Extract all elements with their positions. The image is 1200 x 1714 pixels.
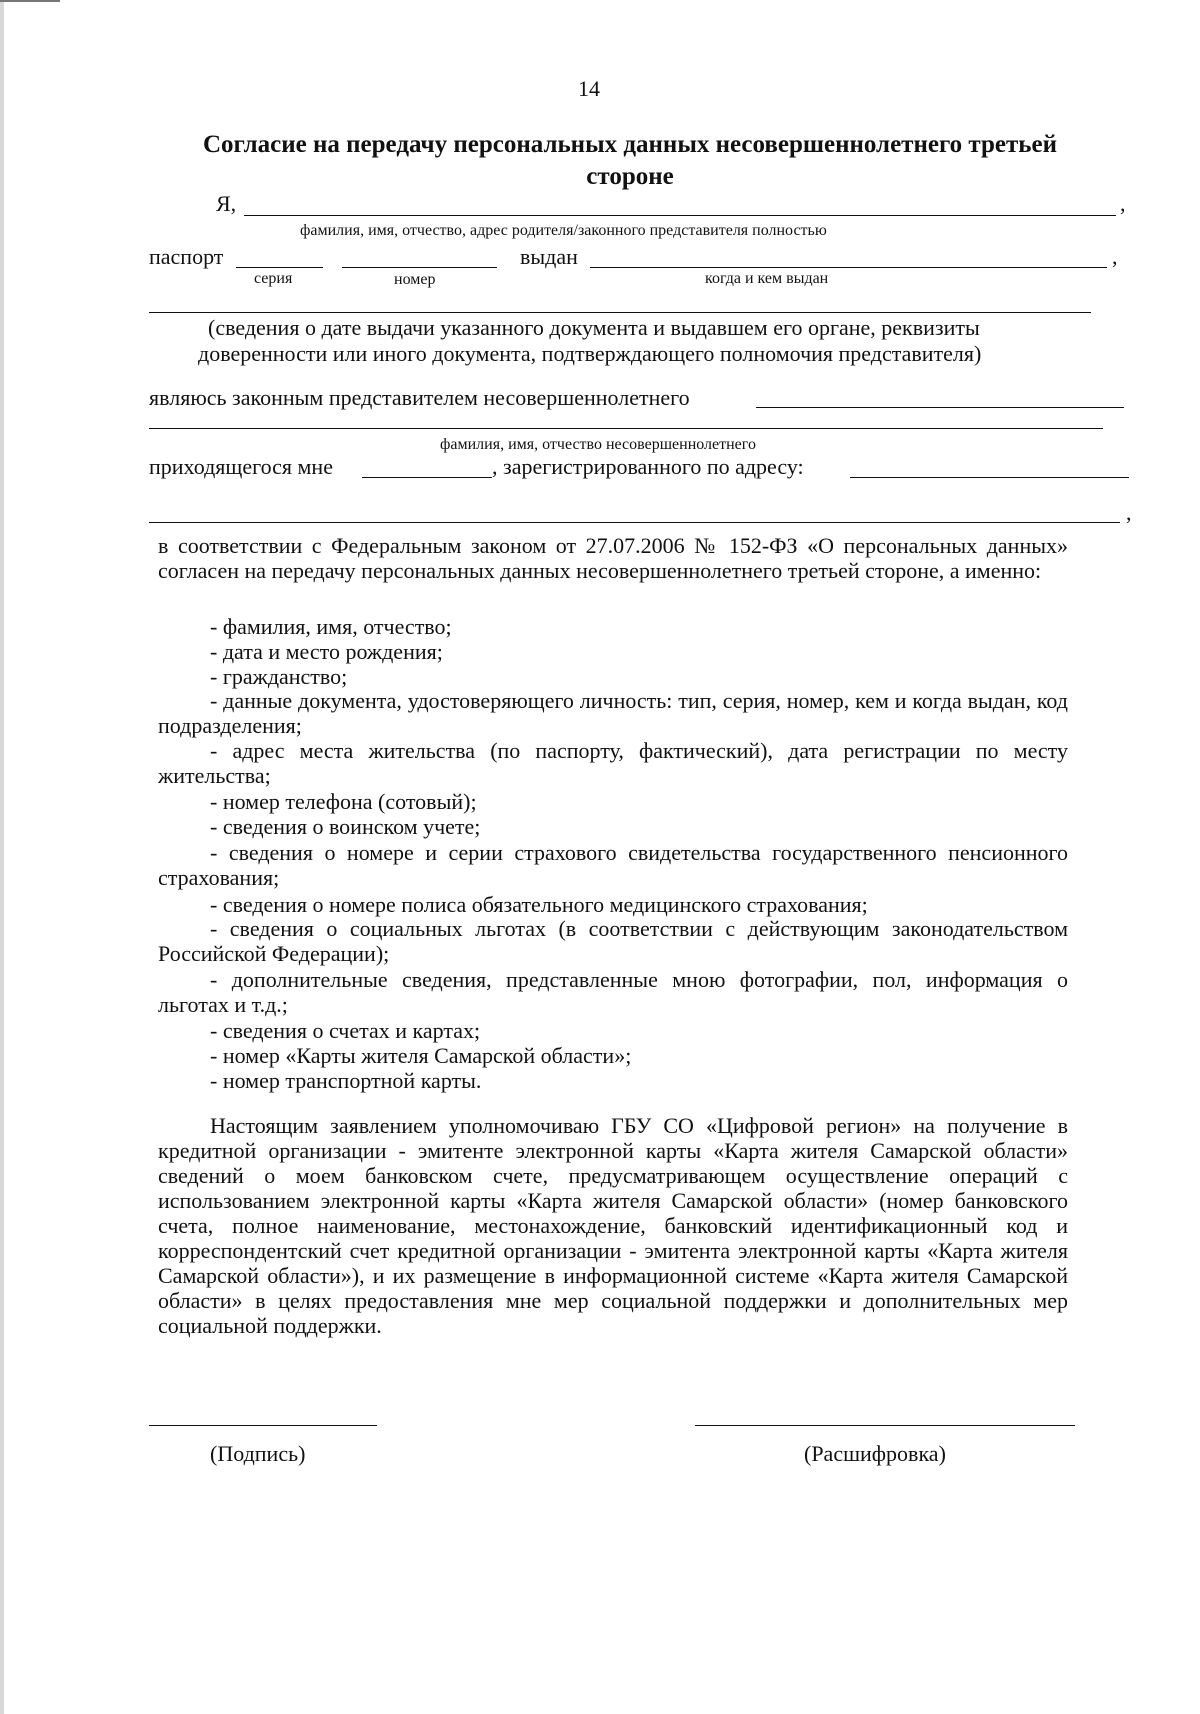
authorization-paragraph: Настоящим заявлением уполномочиваю ГБУ СО «Цифровой регион» на получение в кредитной организации - эмитенте электронной карты «Карта жителя Самарской области» сведений о моем банковском счете, предусматривающем осуществление операций с использованием электронной карты «Карта жителя Самарской области» (номер банковского счета, полное наименование, местонахождение, банковский идентификационный код и корреспондентский счет кредитной организации - эмитента электронной карты «Карта жителя Самарской области»), и их размещение в информационной системе «Карта жителя Самарской области» в целях предоставления мне мер социальной поддержки и дополнительных мер социальной поддержки. xyxy=(158,1113,1068,1338)
list-item: - номер «Карты жителя Самарской области»; xyxy=(210,1043,632,1068)
series-caption: серия xyxy=(254,270,293,287)
document-details-caption-line1: (сведения о дате выдачи указанного документа и выдавшем его органе, реквизиты xyxy=(208,315,980,340)
document-details-field[interactable] xyxy=(149,312,1091,313)
decryption-field[interactable] xyxy=(695,1425,1075,1426)
passport-number-field[interactable] xyxy=(342,267,497,268)
page-number: 14 xyxy=(578,76,600,101)
comma: , xyxy=(1112,244,1118,269)
document-title-line2: стороне xyxy=(586,163,674,190)
minor-name-caption: фамилия, имя, отчество несовершеннолетнего xyxy=(440,436,756,453)
number-caption: номер xyxy=(394,271,436,288)
list-item: - данные документа, удостоверяющего личность: тип, серия, номер, кем и когда выдан, код подразделения; xyxy=(158,688,1068,738)
parent-name-caption: фамилия, имя, отчество, адрес родителя/законного представителя полностью xyxy=(300,222,827,239)
representative-label: являюсь законным представителем несовершеннолетнего xyxy=(149,385,690,410)
document-title-line1: Согласие на передачу персональных данных несовершеннолетнего третьей xyxy=(202,131,1058,158)
consent-intro: в соответствии с Федеральным законом от 27.07.2006 № 152-ФЗ «О персональных данных» согласен на передачу персональных данных несовершеннолетнего третьей стороне, а именно: xyxy=(158,533,1068,583)
minor-name-field-continued[interactable] xyxy=(149,428,1103,429)
passport-series-field[interactable] xyxy=(236,267,323,268)
minor-name-field[interactable] xyxy=(756,407,1124,408)
list-item: - сведения о социальных льготах (в соответствии с действующим законодательством Российской Федерации); xyxy=(158,916,1068,966)
list-item: - дата и место рождения; xyxy=(210,639,443,664)
list-item: - сведения о воинском учете; xyxy=(210,814,481,839)
issued-caption: когда и кем выдан xyxy=(705,270,829,287)
comma: , xyxy=(1126,500,1132,525)
registered-address-field[interactable] xyxy=(850,477,1129,478)
issued-label: выдан xyxy=(520,244,578,269)
list-item: - номер телефона (сотовый); xyxy=(210,789,477,814)
scan-edge xyxy=(0,0,4,1714)
scan-corner-mark xyxy=(0,0,60,2)
relation-field[interactable] xyxy=(362,477,492,478)
decryption-label: (Расшифровка) xyxy=(804,1441,946,1466)
parent-name-field[interactable] xyxy=(244,215,1116,216)
passport-issued-field[interactable] xyxy=(590,267,1107,268)
relation-label: приходящегося мне xyxy=(149,454,333,479)
list-item: - сведения о счетах и картах; xyxy=(210,1018,481,1043)
list-item: - сведения о номере и серии страхового свидетельства государственного пенсионного страхования; xyxy=(158,840,1068,890)
signature-label: (Подпись) xyxy=(210,1441,306,1466)
list-item: - дополнительные сведения, представленные мною фотографии, пол, информация о льготах и т.д.; xyxy=(158,967,1068,1017)
list-item: - адрес места жительства (по паспорту, фактический), дата регистрации по месту жительства; xyxy=(158,738,1068,788)
signature-field[interactable] xyxy=(149,1425,377,1426)
comma: , xyxy=(1120,191,1126,216)
registered-address-field-continued[interactable] xyxy=(149,522,1120,523)
list-item: - гражданство; xyxy=(210,664,348,689)
list-item: - фамилия, имя, отчество; xyxy=(210,614,452,639)
passport-label: паспорт xyxy=(149,244,224,269)
list-item: - номер транспортной карты. xyxy=(210,1068,482,1093)
document-details-caption-line2: доверенности или иного документа, подтверждающего полномочия представителя) xyxy=(198,341,982,366)
registered-address-label: , зарегистрированного по адресу: xyxy=(492,454,804,479)
ya-label: Я, xyxy=(216,191,237,216)
list-item: - сведения о номере полиса обязательного медицинского страхования; xyxy=(210,892,868,917)
